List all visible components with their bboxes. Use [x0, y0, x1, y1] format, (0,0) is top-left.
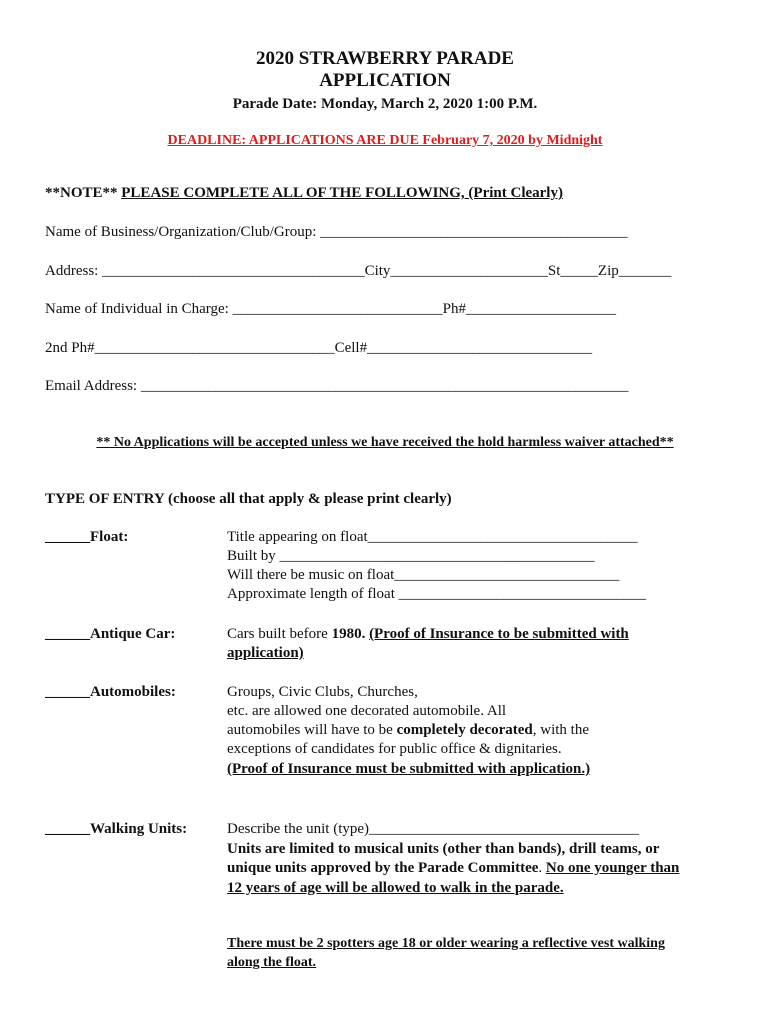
- walking-age-note: No one younger than: [545, 860, 680, 876]
- antique-insurance-note: (Proof of Insurance to be submitted with: [369, 626, 629, 642]
- organization-field[interactable]: Name of Business/Organization/Club/Group: _________________________________________: [45, 224, 628, 240]
- automobiles-line-4: exceptions of candidates for public office & dignitaries.: [227, 741, 562, 757]
- automobiles-line-2: etc. are allowed one decorated automobile. All: [227, 703, 507, 719]
- walking-units-checkbox-label[interactable]: ______Walking Units:: [45, 821, 188, 837]
- walking-line-3b: .: [538, 860, 546, 876]
- walking-age-note-cont: 12 years of age will be allowed to walk in the parade.: [227, 880, 564, 896]
- entry-heading: TYPE OF ENTRY (choose all that apply & please print clearly): [45, 491, 452, 507]
- automobiles-line-3a: automobiles will have to be: [227, 722, 397, 738]
- email-field[interactable]: Email Address: _________________________________________________________________: [45, 378, 629, 394]
- walking-unit-type-field[interactable]: Describe the unit (type)____________________________________: [227, 821, 640, 837]
- antique-year: 1980.: [331, 626, 366, 642]
- parade-date: Parade Date: Monday, March 2, 2020 1:00 P.M.: [232, 96, 538, 112]
- note-line: [45, 184, 563, 203]
- individual-field[interactable]: Name of Individual in Charge: ____________________________Ph#____________________: [45, 301, 616, 317]
- float-length-field[interactable]: Approximate length of float _________________________________: [227, 586, 647, 602]
- float-title-field[interactable]: Title appearing on float____________________________________: [227, 529, 638, 545]
- antique-car-text: [227, 625, 629, 644]
- page-title: 2020 STRAWBERRY PARADE: [256, 48, 514, 69]
- automobiles-decorated: completely decorated: [396, 722, 533, 738]
- automobiles-line-1: Groups, Civic Clubs, Churches,: [227, 684, 418, 700]
- deadline-notice: DEADLINE: APPLICATIONS ARE DUE February 7, 2020 by Midnight: [167, 133, 603, 148]
- float-checkbox-label[interactable]: ______Float:: [45, 529, 129, 545]
- float-built-by-field[interactable]: Built by __________________________________________: [227, 548, 595, 564]
- address-field[interactable]: Address: ___________________________________City_____________________St_____Zip_______: [45, 263, 672, 279]
- page-subtitle: APPLICATION: [319, 70, 451, 91]
- walking-line-3a: unique units approved by the Parade Committee: [227, 860, 539, 876]
- automobiles-checkbox-label[interactable]: ______Automobiles:: [45, 684, 176, 700]
- antique-insurance-note-cont: application): [227, 645, 304, 661]
- float-music-field[interactable]: Will there be music on float______________________________: [227, 567, 620, 583]
- spotters-note-cont: along the float.: [227, 955, 317, 970]
- walking-line-3: [227, 859, 679, 878]
- note-prefix: **NOTE**: [45, 185, 122, 201]
- waiver-notice: ** No Applications will be accepted unless we have received the hold harmless waiver attached**: [96, 435, 674, 450]
- walking-line-2: Units are limited to musical units (other than bands), drill teams, or: [227, 841, 660, 857]
- automobiles-line-3: [227, 721, 589, 740]
- note-text: PLEASE COMPLETE ALL OF THE FOLLOWING, (Print Clearly): [121, 185, 563, 201]
- automobiles-line-3c: , with the: [532, 722, 590, 738]
- antique-car-checkbox-label[interactable]: ______Antique Car:: [45, 626, 176, 642]
- phone-field[interactable]: 2nd Ph#________________________________Cell#______________________________: [45, 340, 593, 356]
- spotters-note: There must be 2 spotters age 18 or older wearing a reflective vest walking: [227, 936, 665, 951]
- automobiles-insurance-note: (Proof of Insurance must be submitted with application.): [227, 761, 591, 777]
- antique-text-a: Cars built before: [227, 626, 332, 642]
